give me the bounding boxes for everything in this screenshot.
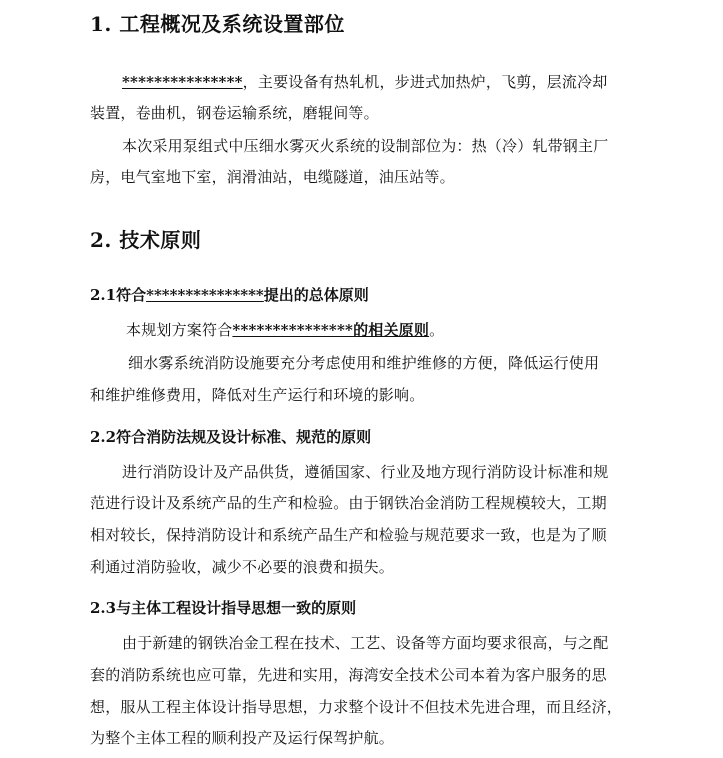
section-2-3-line-3: 想，服从工程主体设计指导思想，力求整个设计不但技术先进合理，而且经济， bbox=[90, 698, 623, 716]
section-2-1-para-2-line-2: 和维护维修费用，降低对生产运行和环境的影响。 bbox=[90, 386, 425, 404]
period: 。 bbox=[429, 321, 445, 339]
section-2-2-line-1: 进行消防设计及产品供货，遵循国家、行业及地方现行消防设计标准和规 bbox=[122, 463, 609, 481]
para-1-text: ，主要设备有热轧机，步进式加热炉，飞剪，层流冷却 bbox=[242, 73, 608, 91]
section-2-2-line-4: 利通过消防验收，减少不必要的浪费和损失。 bbox=[90, 558, 395, 576]
section-1-para-2-line-1: 本次采用泵组式中压细水雾灭火系统的设制部位为：热（冷）轧带钢主厂 bbox=[122, 137, 609, 155]
masked-organization-name: *************** bbox=[122, 73, 243, 91]
section-2-3-heading: 2.3与主体工程设计指导思想一致的原则 bbox=[90, 599, 357, 617]
section-2-1-heading bbox=[90, 284, 369, 305]
underlined-phrase: 的相关原则 bbox=[353, 321, 430, 339]
section-2-3-line-1: 由于新建的钢铁冶金工程在技术、工艺、设备等方面均要求很高，与之配 bbox=[122, 634, 609, 652]
section-1-para-1-line-1 bbox=[122, 71, 607, 92]
masked-organization-name: *************** bbox=[232, 321, 354, 339]
masked-organization-name: *************** bbox=[146, 286, 264, 304]
para-prefix: 本规划方案符合 bbox=[126, 321, 233, 339]
section-2-2-line-3: 相对较长，保持消防设计和系统产品生产和检验与规范要求一致，也是为了顺 bbox=[90, 526, 607, 544]
section-2-2-line-2: 范进行设计及系统产品的生产和检验。由于钢铁冶金消防工程规模较大，工期 bbox=[90, 494, 607, 512]
heading-prefix: 2.1符合 bbox=[90, 286, 147, 304]
section-2-3-line-2: 套的消防系统也应可靠，先进和实用，海湾安全技术公司本着为客户服务的思 bbox=[90, 666, 607, 684]
section-1-para-2-line-2: 房，电气室地下室，润滑油站，电缆隧道，油压站等。 bbox=[90, 168, 455, 186]
section-2-2-heading: 2.2符合消防法规及设计标准、规范的原则 bbox=[90, 428, 372, 446]
section-1-para-1-line-2: 装置，卷曲机，钢卷运输系统，磨辊间等。 bbox=[90, 104, 379, 122]
section-1-heading: 1. 工程概况及系统设置部位 bbox=[90, 12, 345, 36]
section-2-3-line-4: 为整个主体工程的顺利投产及运行保驾护航。 bbox=[90, 729, 395, 747]
heading-suffix: 提出的总体原则 bbox=[263, 286, 369, 304]
section-2-heading: 2. 技术原则 bbox=[90, 228, 202, 252]
section-2-1-para-1 bbox=[126, 319, 444, 340]
section-2-1-para-2-line-1: 细水雾系统消防设施要充分考虑使用和维护维修的方便，降低运行使用 bbox=[128, 354, 600, 372]
